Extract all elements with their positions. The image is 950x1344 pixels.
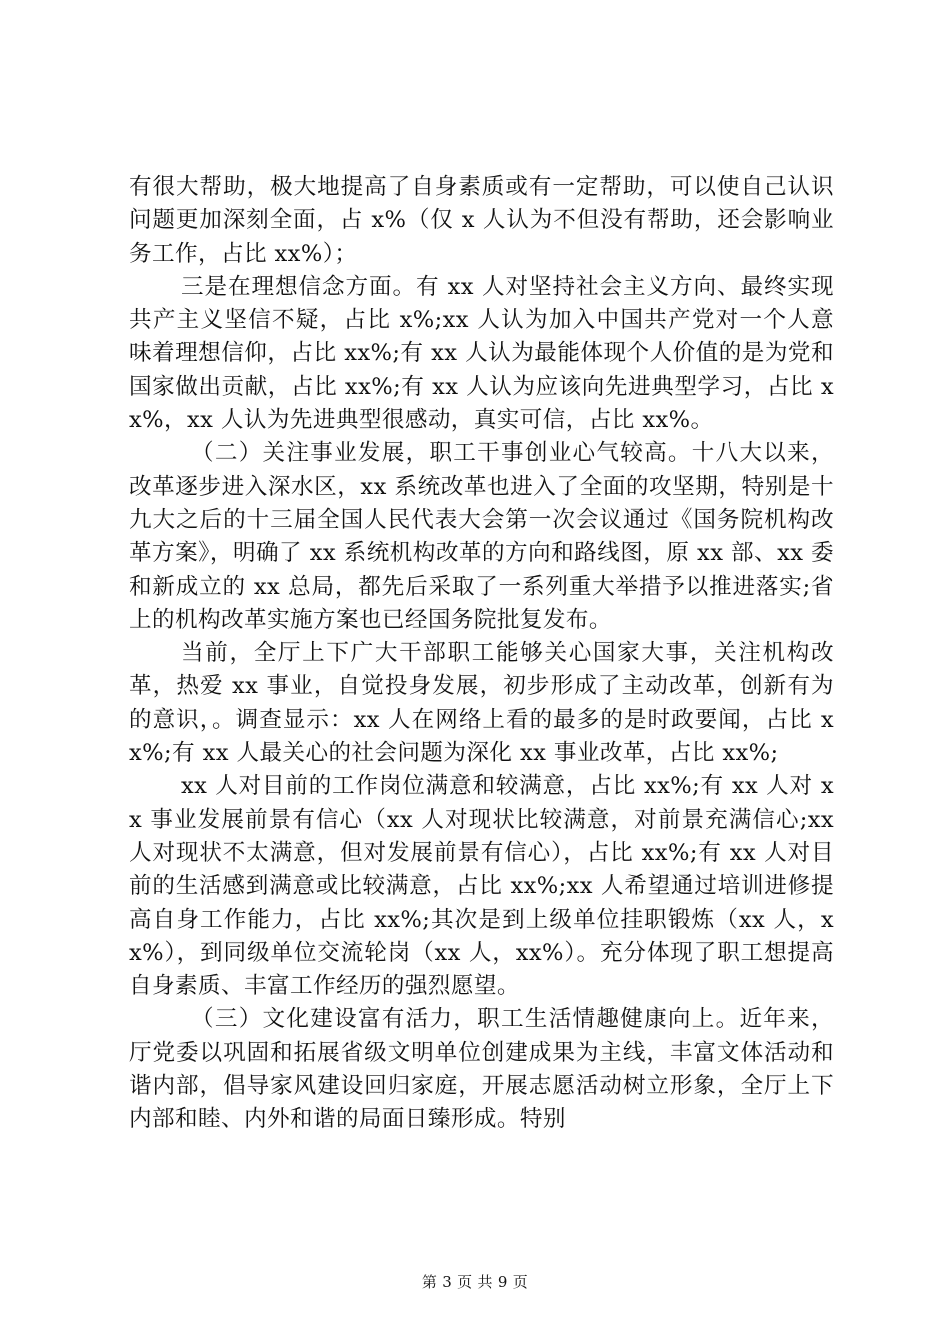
document-body [129, 171, 834, 1137]
paragraph-continuation: 有很大帮助，极大地提高了自身素质或有一定帮助，可以使自己认识问题更加深刻全面，占 x%（仅 x 人认为不但没有帮助，还会影响业务工作，占比 xx%）； [129, 174, 834, 267]
paragraph-current: 当前，全厅上下广大干部职工能够关心国家大事，关注机构改革，热爱 xx 事业，自觉投身发展，初步形成了主动改革，创新有为的意识，。调查显示：xx 人在网络上看的最多的是时政要闻，占比 xx%;有 xx 人最关心的社会问题为深化 xx 事业改革，占比 xx%; [129, 640, 834, 767]
paragraph-section-two: （二）关注事业发展，职工干事创业心气较高。十八大以来，改革逐步进入深水区，xx 系统改革也进入了全面的攻坚期，特别是十九大之后的十三届全国人民代表大会第一次会议通过《国务院机构改革方案》，明确了 xx 系统机构改革的方向和路线图，原 xx 部、xx 委和新成立的 xx 总局，都先后采取了一系列重大举措予以推进落实;省上的机构改革实施方案也已经国务院批复发布。 [129, 440, 834, 633]
paragraph-ideals: 三是在理想信念方面。有 xx 人对坚持社会主义方向、最终实现共产主义坚信不疑，占比 x%;xx 人认为加入中国共产党对一个人意味着理想信仰，占比 xx%;有 xx 人认为最能体现个人价值的是为党和国家做出贡献，占比 xx%;有 xx 人认为应该向先进典型学习，占比 xx%，xx 人认为先进典型很感动，真实可信，占比 xx%。 [129, 273, 834, 434]
paragraph-satisfaction: xx 人对目前的工作岗位满意和较满意，占比 xx%;有 xx 人对 xx 事业发展前景有信心（xx 人对现状比较满意，对前景充满信心;xx 人对现状不太满意，但对发展前景有信心），占比 xx%;有 xx 人对目前的生活感到满意或比较满意，占比 xx%;xx 人希望通过培训进修提高自身工作能力，占比 xx%;其次是到上级单位挂职锻炼（xx 人，xx%），到同级单位交流轮岗（xx 人，xx%）。充分体现了职工想提高自身素质、丰富工作经历的强烈愿望。 [129, 773, 834, 1000]
page-number-footer: 第 3 页 共 9 页 [421, 1273, 529, 1291]
paragraph-section-three: （三）文化建设富有活力，职工生活情趣健康向上。近年来，厅党委以巩固和拓展省级文明单位创建成果为主线，丰富文体活动和谐内部，倡导家风建设回归家庭，开展志愿活动树立形象，全厅上下内部和睦、内外和谐的局面日臻形成。特别 [129, 1006, 834, 1133]
